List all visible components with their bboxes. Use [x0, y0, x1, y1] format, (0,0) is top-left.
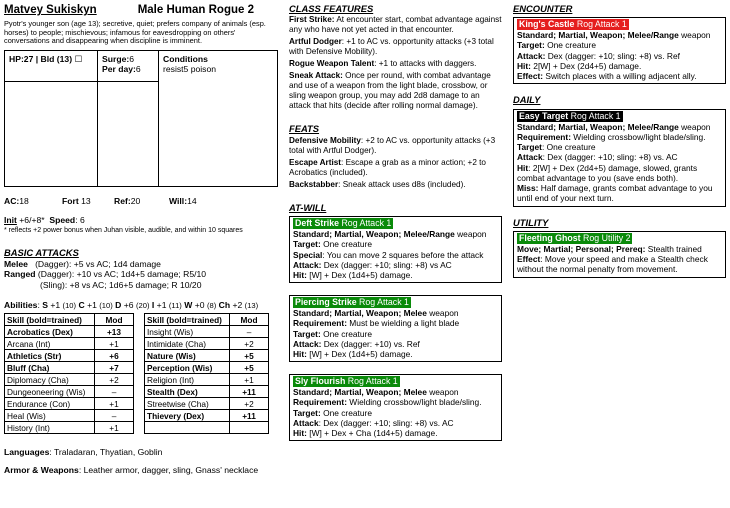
power-line — [293, 308, 498, 318]
init-label: Init — [4, 215, 17, 226]
feature-text: : +1 to AC vs. opportunity attacks (+3 total with Defensive Mobility). — [289, 37, 494, 57]
power-line-text: Dex (dagger: +10; sling: +8) vs. Ref — [545, 50, 680, 61]
power-line-text: weapon — [426, 308, 459, 319]
hp-blank — [5, 81, 98, 186]
languages-value: : Traladaran, Thyatian, Goblin — [49, 447, 163, 458]
skill-row — [5, 398, 134, 410]
speed-value: 6 — [79, 215, 85, 226]
atwill-title: AT-WILL — [289, 201, 327, 213]
power-line — [293, 418, 498, 428]
power-card — [289, 216, 502, 283]
power-line — [517, 132, 722, 142]
will-value: 14 — [187, 195, 197, 206]
surge-label: Surge: — [102, 53, 130, 64]
ranged-row — [4, 269, 280, 279]
power-line-key: Hit: — [293, 428, 307, 439]
skill-mod: +1 — [95, 338, 134, 350]
perday-label: Per day: — [102, 64, 136, 75]
power-line-text: weapon — [678, 30, 711, 41]
power-type: Rog Attack 1 — [356, 297, 409, 308]
power-line — [517, 122, 722, 132]
skill-name: Dungeoneering (Wis) — [5, 386, 95, 398]
skill-name: Skill (bold=trained) — [145, 314, 230, 326]
skill-name: Perception (Wis) — [145, 362, 230, 374]
ranged-text-1: (Dagger): +10 vs AC; 1d4+5 damage; R5/10 — [37, 269, 207, 280]
ability-mod: +1 — [156, 299, 167, 310]
skill-mod: +1 — [95, 398, 134, 410]
power-line-text: : Move your speed and make a Stealth check without the normal penalty from movement. — [517, 254, 708, 275]
ability-key: Ch — [218, 299, 231, 310]
feature-item — [289, 136, 502, 156]
skill-name: Acrobatics (Dex) — [5, 326, 95, 338]
power-name: Piercing Strike — [295, 297, 357, 308]
power-line-key: Target: — [293, 239, 321, 250]
ability-key: D — [115, 299, 122, 310]
skill-mod: – — [95, 386, 134, 398]
power-line — [293, 318, 498, 328]
skill-row — [145, 398, 269, 410]
feats-title: FEATS — [289, 123, 320, 135]
power-line-text: [W] + Dex (1d4+5) damage. — [306, 270, 413, 281]
feature-item — [289, 180, 502, 190]
character-description: Pyotr's younger son (age 13); secretive, quiet; prefers company of animals (esp. horses) to people; mischievous; infamous for eavesdropping on others' conversations and disappearing when discipline is imminent. — [4, 19, 266, 46]
power-card — [513, 109, 726, 207]
power-header — [293, 376, 400, 387]
feature-text: : Sneak attack uses d8s (included). — [338, 179, 466, 189]
power-card — [513, 231, 726, 277]
power-line-key: Standard; Martial, Weapon; Melee — [293, 387, 427, 398]
feature-text: : +1 to attacks with daggers. — [374, 59, 477, 69]
skill-name: Arcana (Int) — [5, 338, 95, 350]
feature-name: Rogue Weapon Talent — [289, 59, 375, 69]
skill-row — [5, 374, 134, 386]
power-type: Rog Utility 2 — [580, 233, 631, 244]
feature-name: Defensive Mobility — [289, 135, 361, 145]
race-class: Male Human Rogue 2 — [137, 4, 254, 16]
power-line-key: Hit: — [517, 60, 531, 71]
skill-row — [145, 338, 269, 350]
power-header — [517, 233, 632, 244]
ability-key: C — [78, 299, 85, 310]
encounter-power — [513, 17, 726, 84]
power-line — [293, 387, 498, 397]
power-line — [293, 397, 498, 407]
skills-table-left — [4, 313, 134, 434]
feature-text: : Escape a grab as a minor action; +2 to Acrobatics (included). — [289, 157, 486, 177]
power-line — [517, 163, 722, 184]
ability-key: I — [151, 299, 155, 310]
power-card — [513, 17, 726, 84]
skill-row — [5, 326, 134, 338]
surge-value: 6 — [129, 53, 134, 64]
power-name: Sly Flourish — [295, 376, 346, 387]
melee-label: Melee — [4, 258, 28, 269]
power-line — [293, 270, 498, 280]
power-name: King's Castle — [519, 19, 575, 30]
power-line — [517, 61, 722, 71]
ability-mod: +0 — [194, 299, 205, 310]
power-line-text: : Dex (dagger: +10; sling: +8) vs. AC — [542, 152, 678, 163]
init-row: Init +6/+8* Speed: 6 — [4, 215, 85, 226]
atwill-powers — [289, 216, 502, 441]
power-line-text: One creature — [544, 40, 596, 51]
class-features-list — [289, 15, 502, 111]
power-line-text: [W] + Dex (1d4+5) damage. — [306, 349, 413, 360]
melee-text: (Dagger): +5 vs AC; 1d4 damage — [35, 258, 161, 269]
power-line-key: Requirement: — [517, 131, 571, 142]
power-card — [289, 295, 502, 362]
ref-value: 20 — [130, 195, 141, 206]
power-line — [517, 152, 722, 162]
speed-label: Speed — [49, 215, 76, 226]
power-line-key: Standard; Martial, Weapon; Melee — [293, 308, 427, 319]
skill-mod: – — [95, 410, 134, 422]
power-header — [517, 111, 623, 122]
skill-row — [145, 374, 269, 386]
languages-row — [4, 447, 280, 457]
power-line — [293, 329, 498, 339]
power-line-key: Attack: — [293, 259, 322, 270]
feature-name: First Strike: — [289, 15, 335, 25]
power-line — [517, 40, 722, 50]
left-column — [4, 0, 280, 475]
skill-mod — [230, 422, 269, 434]
daily-title: DAILY — [513, 94, 541, 106]
power-line-text: : Dex (dagger: +10; sling: +8) vs. AC — [318, 417, 454, 428]
skill-row — [5, 350, 134, 362]
skill-row — [145, 326, 269, 338]
ability-mod: +1 — [50, 299, 61, 310]
power-line-text: Dex (dagger: +10; sling: +8) vs AC — [321, 259, 452, 270]
skill-row — [5, 314, 134, 326]
power-line-key: Special — [293, 249, 323, 260]
power-line-text: weapon — [678, 121, 711, 132]
skill-mod: – — [230, 326, 269, 338]
skill-name: Thievery (Dex) — [145, 410, 230, 422]
skill-name: Diplomacy (Cha) — [5, 374, 95, 386]
power-line-text: Must be wielding a light blade — [346, 318, 460, 329]
power-line-text: Switch places with a willing adjacent ally. — [543, 71, 697, 82]
power-type: Rog Attack 1 — [345, 376, 398, 387]
feature-name: Artful Dodger — [289, 37, 342, 47]
skill-mod: Mod — [230, 314, 269, 326]
power-line-key: Attack: — [293, 338, 322, 349]
skill-row — [145, 350, 269, 362]
conditions-cell — [159, 50, 278, 186]
ability-score: (10) — [99, 300, 113, 310]
power-line-text: 2[W] + Dex (2d4+5) damage. — [530, 60, 642, 71]
power-line — [293, 260, 498, 270]
power-line-key: Target: — [293, 328, 321, 339]
power-line — [293, 239, 498, 249]
power-name: Easy Target — [519, 110, 569, 121]
power-line — [517, 142, 722, 152]
ability-key: S — [42, 299, 48, 310]
ability-score: (20) — [135, 300, 150, 310]
power-line-key: Effect — [517, 254, 541, 265]
power-line-key: Attack — [293, 417, 319, 428]
skill-row — [145, 422, 269, 434]
skill-name: Insight (Wis) — [145, 326, 230, 338]
power-header — [293, 297, 411, 308]
power-line-text: : One creature — [541, 142, 596, 153]
skill-name: Heal (Wis) — [5, 410, 95, 422]
middle-column — [289, 0, 502, 441]
skill-row — [145, 410, 269, 422]
character-name: Matvey Sukiskyn — [4, 4, 97, 16]
encounter-title: ENCOUNTER — [513, 3, 573, 14]
power-line-key: Requirement: — [293, 397, 347, 408]
power-line-key: Standard; Martial, Weapon; Melee/Range — [517, 121, 679, 132]
feature-text: Once per round, with combat advantage and use of a weapon from the light blade, crossbow, or sling weapon group, you may add 2d8 damage to an attack that hits (decide after rolling normal damage). — [289, 71, 491, 111]
skill-mod: +5 — [230, 362, 269, 374]
skills-area — [4, 313, 280, 434]
power-line-text: Wielding crossbow/light blade/sling. — [346, 397, 482, 408]
skill-name: Religion (Int) — [145, 374, 230, 386]
defenses-row — [4, 196, 280, 206]
ranged-label: Ranged — [4, 269, 36, 280]
surge-blank — [98, 81, 159, 186]
ability-ch — [219, 300, 259, 310]
armor-label: Armor & Weapons — [4, 464, 79, 475]
skill-row — [5, 362, 134, 374]
power-line — [517, 51, 722, 61]
power-line-text: One creature — [320, 239, 372, 250]
power-line-key: Hit: — [293, 270, 307, 281]
power-type: Rog Attack 1 — [574, 19, 627, 30]
power-line — [517, 30, 722, 40]
power-line-key: Miss: — [517, 183, 539, 194]
class-features-title: CLASS FEATURES — [289, 3, 374, 14]
will-label: Will: — [169, 195, 188, 206]
power-line-key: Standard; Martial, Weapon; Melee/Range — [293, 229, 455, 240]
skill-row — [5, 338, 134, 350]
ability-key: W — [184, 299, 193, 310]
fort-value: 13 — [81, 195, 91, 206]
skill-name: Nature (Wis) — [145, 350, 230, 362]
skill-mod: +1 — [230, 374, 269, 386]
armor-row — [4, 465, 280, 475]
skill-name: Intimidate (Cha) — [145, 338, 230, 350]
power-line — [293, 229, 498, 239]
skills-table-right — [144, 313, 269, 434]
ranged-row-2: (Sling): +8 vs AC; 1d6+5 damage; R 10/20 — [40, 279, 202, 290]
skill-mod: +11 — [230, 386, 269, 398]
power-line-key: Attack — [517, 152, 543, 163]
power-type: Rog Attack 1 — [339, 218, 392, 229]
fort-label: Fort — [62, 195, 79, 206]
power-line-text: Dex (dagger: +10) vs. Ref — [321, 338, 420, 349]
armor-value: : Leather armor, dagger, sling, Gnass' necklace — [78, 464, 259, 475]
skill-name: Skill (bold=trained) — [5, 314, 95, 326]
power-line — [517, 254, 722, 275]
ability-mod: +6 — [123, 299, 134, 310]
skill-mod: +6 — [95, 350, 134, 362]
ac-label: AC: — [4, 195, 20, 206]
feature-item — [289, 15, 502, 35]
ability-score: (10) — [62, 300, 77, 310]
skill-mod: +2 — [230, 398, 269, 410]
conditions-value: resist5 poison — [163, 64, 217, 75]
utility-power — [513, 231, 726, 277]
power-line-key: Hit: — [293, 349, 307, 360]
power-line-key: Target — [517, 142, 542, 153]
power-line — [293, 428, 498, 438]
power-line-text: [W] + Dex + Cha (1d4+5) damage. — [306, 428, 438, 439]
skill-name: Streetwise (Cha) — [145, 398, 230, 410]
ability-mod: +1 — [87, 299, 97, 310]
power-line — [293, 250, 498, 260]
power-line — [293, 408, 498, 418]
stats-table — [4, 50, 278, 187]
skill-mod: Mod — [95, 314, 134, 326]
daily-power — [513, 109, 726, 207]
ability-score: (13) — [244, 300, 259, 310]
power-name: Fleeting Ghost — [519, 233, 581, 244]
power-line-key: Hit — [517, 162, 529, 173]
ability-d — [115, 299, 155, 310]
skill-row — [5, 422, 134, 434]
skill-name: Endurance (Con) — [5, 398, 95, 410]
power-line-key: Attack: — [517, 50, 546, 61]
ability-mod: +2 — [232, 299, 243, 310]
utility-title: UTILITY — [513, 216, 549, 228]
feature-item — [289, 158, 502, 178]
ref-label: Ref: — [114, 195, 131, 206]
power-line-text: Wielding crossbow/light blade/sling. — [570, 131, 706, 142]
skill-mod: +1 — [95, 422, 134, 434]
ability-i — [152, 300, 184, 310]
feature-name: Escape Artist — [289, 157, 342, 167]
power-line-key: Target: — [293, 407, 321, 418]
skill-row — [5, 410, 134, 422]
skill-name: Athletics (Str) — [5, 350, 95, 362]
abilities-label: Abilities — [4, 299, 38, 310]
skill-row — [5, 386, 134, 398]
init-note: * reflects +2 power bonus when Juhan visible, audible, and within 10 squares — [4, 226, 243, 234]
skill-name — [145, 422, 230, 434]
power-line-text: : You can move 2 squares before the attack — [322, 249, 484, 260]
ability-score: (8) — [206, 300, 217, 310]
ability-w — [184, 300, 218, 310]
skill-name: Bluff (Cha) — [5, 362, 95, 374]
basic-attacks-title: BASIC ATTACKS — [4, 247, 79, 259]
skill-mod: +13 — [95, 326, 134, 338]
power-line-text: One creature — [320, 328, 372, 339]
ac-value: 18 — [19, 195, 29, 206]
skill-row — [145, 314, 269, 326]
power-line-key: Standard; Martial, Weapon; Melee/Range — [517, 30, 679, 41]
skill-mod: +2 — [95, 374, 134, 386]
power-line-text: One creature — [320, 407, 372, 418]
init-value: +6/+8* — [19, 215, 45, 226]
skill-mod: +11 — [230, 410, 269, 422]
power-line — [517, 244, 722, 254]
languages-label: Languages — [4, 447, 50, 458]
abilities-list — [42, 300, 258, 310]
abilities-row: Abilities: S +1 (10) C +1 (10) D +6 (20) I +1 (11) W +0 (8) Ch +2 (13) — [4, 299, 259, 310]
power-line — [293, 349, 498, 359]
power-line-text: weapon — [426, 387, 459, 398]
power-line-text: weapon — [454, 229, 487, 240]
ability-score: (11) — [168, 300, 182, 310]
feature-name: Sneak Attack: — [289, 71, 343, 81]
feats-list — [289, 136, 502, 190]
feature-text: : +2 to AC vs. opportunity attacks (+3 total with Artful Dodger). — [289, 135, 496, 155]
name-row — [4, 3, 280, 17]
skill-mod: +2 — [230, 338, 269, 350]
power-line-key: Move; Martial; Personal; Prereq: — [517, 243, 646, 254]
power-line-text: Stealth trained — [645, 243, 702, 254]
skill-name: Stealth (Dex) — [145, 386, 230, 398]
feature-name: Backstabber — [289, 179, 339, 189]
power-name: Deft Strike — [295, 218, 339, 229]
feature-item — [289, 71, 502, 111]
ability-c — [78, 300, 115, 310]
skill-mod: +7 — [95, 362, 134, 374]
power-line — [517, 71, 722, 81]
surge-cell — [98, 50, 159, 81]
power-line-text: : 2[W] + Dex (2d4+5) damage, slowed, grants combat advantage to you (save ends both). — [517, 162, 698, 183]
feature-item — [289, 59, 502, 69]
power-line-key: Effect: — [517, 71, 544, 82]
conditions-label: Conditions — [163, 53, 208, 64]
perday-value: 6 — [135, 64, 141, 75]
feature-item — [289, 37, 502, 57]
power-header — [517, 19, 629, 30]
power-line — [517, 183, 722, 204]
skill-mod: +5 — [230, 350, 269, 362]
skill-row — [145, 362, 269, 374]
hp-cell: HP:27 | Bld (13) ☐ — [5, 50, 98, 81]
power-card — [289, 374, 502, 441]
right-column — [513, 0, 726, 278]
ability-s — [42, 300, 78, 310]
power-type: Rog Attack 1 — [568, 110, 621, 121]
power-header — [293, 218, 393, 229]
skill-name: History (Int) — [5, 422, 95, 434]
power-line-text: Half damage, grants combat advantage to you until end of your next turn. — [517, 183, 713, 204]
power-line-key: Target: — [517, 40, 545, 51]
power-line — [293, 339, 498, 349]
skill-row — [145, 386, 269, 398]
feature-text: At encounter start, combat advantage against any who have not yet acted in that encounter. — [289, 15, 502, 35]
melee-row — [4, 259, 280, 269]
power-line-key: Requirement: — [293, 318, 347, 329]
